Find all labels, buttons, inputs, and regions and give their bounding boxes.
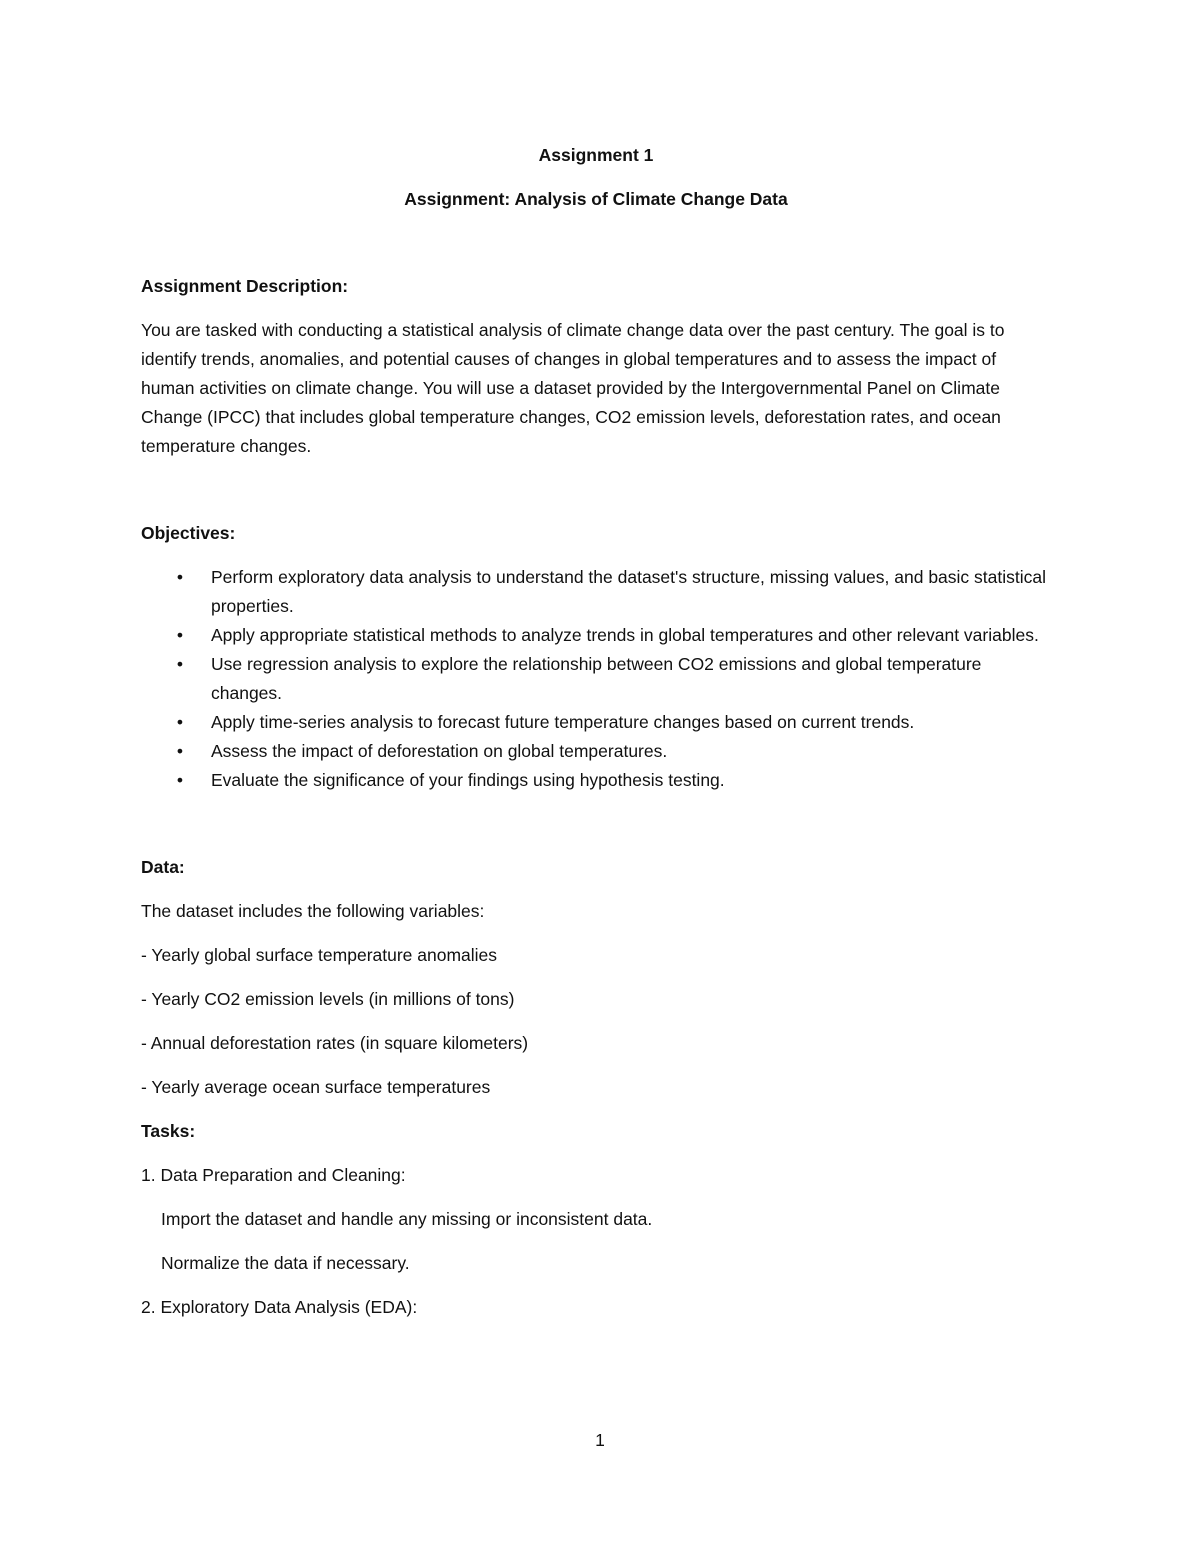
task-step: Normalize the data if necessary. [161, 1253, 410, 1273]
description-paragraph: You are tasked with conducting a statistical analysis of climate change data over the past century. The goal is to identify trends, anomalies, and potential causes of changes in global temperatures and to assess the impact of human activities on climate change. You will use a dataset provided by the Intergovernmental Panel on Climate Change (IPCC) that includes global temperature changes, CO2 emission levels, deforestation rates, and ocean temperature changes. [141, 320, 1005, 456]
document-subtitle: Assignment: Analysis of Climate Change Data [404, 189, 788, 209]
bullet-icon: • [176, 567, 184, 587]
data-intro: The dataset includes the following variables: [141, 901, 485, 921]
data-variable: - Yearly average ocean surface temperatures [141, 1077, 491, 1097]
document-title: Assignment 1 [538, 145, 654, 165]
objective-text: Apply time-series analysis to forecast future temperature changes based on current trends. [211, 712, 915, 732]
data-heading: Data: [141, 857, 185, 877]
objective-text: Use regression analysis to explore the relationship between CO2 emissions and global temperature changes. [211, 654, 982, 703]
bullet-icon: • [176, 625, 184, 645]
list-item [141, 766, 1051, 795]
bullet-icon: • [176, 654, 184, 674]
task-title: 2. Exploratory Data Analysis (EDA): [141, 1297, 418, 1317]
data-variable: - Yearly CO2 emission levels (in millions of tons) [141, 989, 515, 1009]
objectives-heading: Objectives: [141, 523, 236, 543]
data-variable: - Yearly global surface temperature anomalies [141, 945, 498, 965]
description-heading: Assignment Description: [141, 276, 349, 296]
bullet-icon: • [176, 741, 184, 761]
objective-text: Evaluate the significance of your findings using hypothesis testing. [211, 770, 725, 790]
objectives-list [141, 563, 1051, 795]
objective-text: Apply appropriate statistical methods to analyze trends in global temperatures and other relevant variables. [211, 625, 1039, 645]
list-item [141, 563, 1051, 621]
list-item [141, 737, 1051, 766]
tasks-heading: Tasks: [141, 1121, 196, 1141]
objective-text: Perform exploratory data analysis to understand the dataset's structure, missing values, and basic statistical properties. [211, 567, 1047, 616]
data-variable: - Annual deforestation rates (in square kilometers) [141, 1033, 529, 1053]
bullet-icon: • [176, 712, 184, 732]
list-item [141, 650, 1051, 708]
task-step: Import the dataset and handle any missing or inconsistent data. [161, 1209, 653, 1229]
list-item [141, 621, 1051, 650]
objective-text: Assess the impact of deforestation on global temperatures. [211, 741, 668, 761]
document-body [141, 141, 1051, 1322]
list-item [141, 708, 1051, 737]
bullet-icon: • [176, 770, 184, 790]
task-title: 1. Data Preparation and Cleaning: [141, 1165, 406, 1185]
page-number: 1 [595, 1430, 605, 1450]
